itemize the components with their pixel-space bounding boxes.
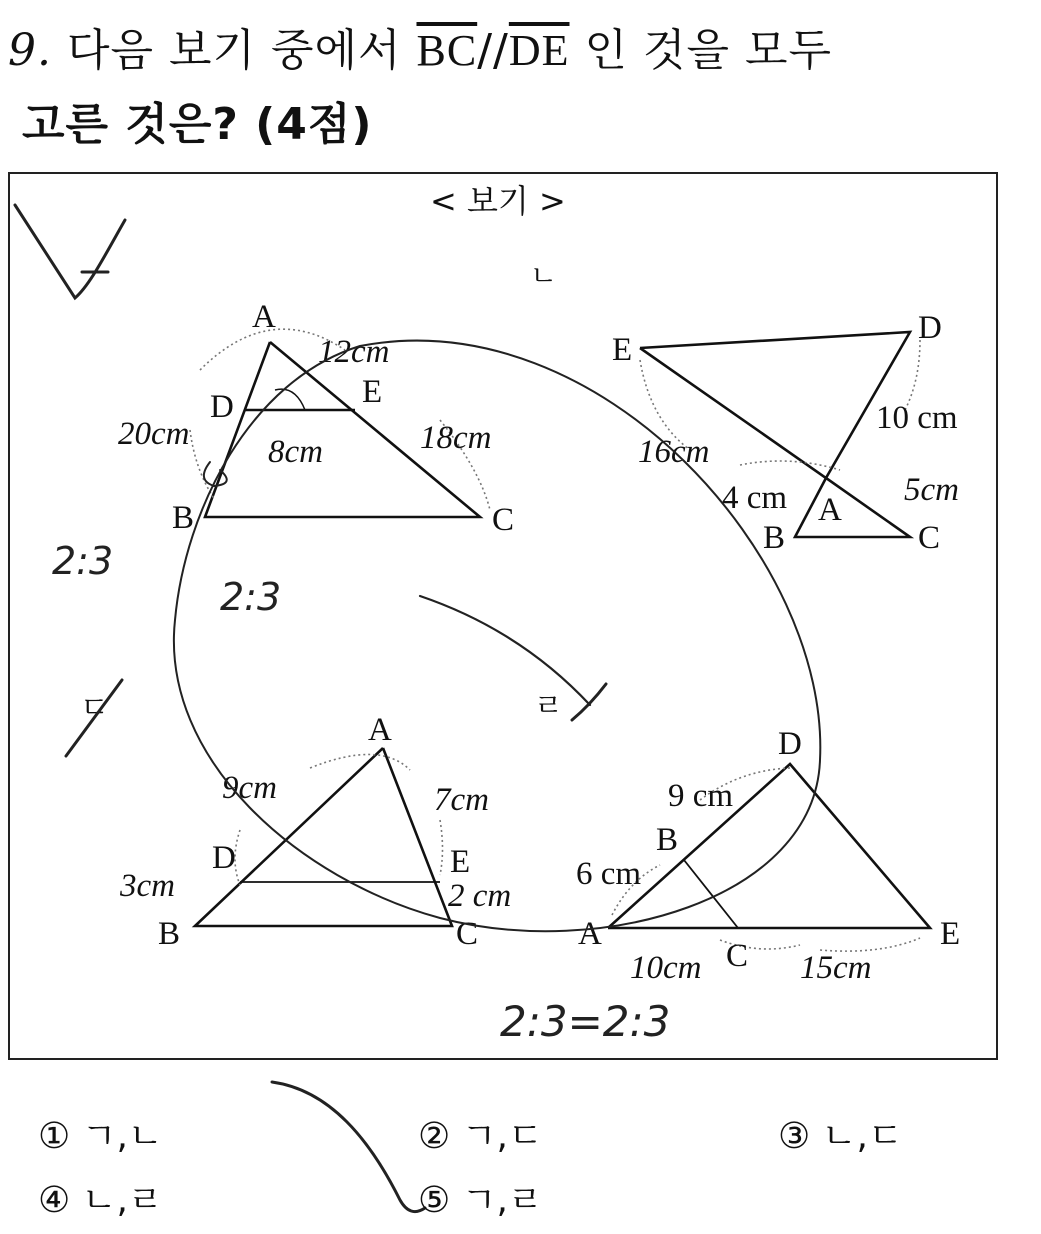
choice-5[interactable] xyxy=(418,1172,543,1223)
figure-n xyxy=(612,310,959,556)
d-label-b: B xyxy=(158,916,181,952)
g-label-d: D xyxy=(210,389,234,425)
r-label-d: D xyxy=(778,726,802,762)
choice-3[interactable] xyxy=(778,1108,903,1159)
figure-g xyxy=(118,299,514,538)
label-digeut: ㄷ xyxy=(80,691,109,726)
choice-1-text: ㄱ,ㄴ xyxy=(81,1116,163,1157)
g-length-ec: 18cm xyxy=(420,420,492,456)
question-number: 9. xyxy=(8,25,52,76)
choice-2[interactable] xyxy=(418,1108,543,1159)
choice-4-text: ㄴ,ㄹ xyxy=(81,1180,163,1221)
n-length-ad: 10 cm xyxy=(876,400,958,436)
g-length-ad: 12cm xyxy=(318,334,390,370)
n-label-a: A xyxy=(818,492,842,528)
label-nieun: ㄴ xyxy=(530,259,558,292)
r-length-ac: 10cm xyxy=(630,950,702,986)
g-length-de: 8cm xyxy=(268,434,323,470)
r-label-e: E xyxy=(940,916,961,952)
hand-swoosh xyxy=(272,1082,425,1212)
figure-r xyxy=(576,726,960,986)
g-label-b: B xyxy=(172,500,195,536)
r-length-bd: 9 cm xyxy=(668,778,734,814)
arc-d-1 xyxy=(310,754,410,770)
choice-1-number: ① xyxy=(38,1116,71,1157)
choice-1[interactable] xyxy=(38,1108,163,1159)
choice-2-number: ② xyxy=(418,1116,451,1157)
g-length-db: 20cm xyxy=(118,416,190,452)
n-label-e: E xyxy=(612,332,633,368)
choice-4[interactable] xyxy=(38,1172,163,1223)
hand-stroke xyxy=(420,596,590,705)
d-length-ae: 7cm xyxy=(434,782,489,818)
segment-bc-r xyxy=(684,860,738,928)
n-length-ab: 4 cm xyxy=(722,480,788,516)
segment-de: $\overline{DE}$ xyxy=(508,26,570,75)
r-label-a: A xyxy=(578,916,602,952)
r-length-ab: 6 cm xyxy=(576,856,642,892)
n-length-ac: 5cm xyxy=(904,472,959,508)
hand-check-r xyxy=(572,684,606,720)
n-label-d: D xyxy=(918,310,942,346)
question-text-after: 인 것을 모두 xyxy=(584,25,832,76)
choice-2-text: ㄱ,ㄷ xyxy=(461,1116,543,1157)
d-length-ec: 2 cm xyxy=(448,878,512,914)
arc-d-3 xyxy=(440,820,443,875)
arc-n-3 xyxy=(740,461,840,470)
label-rieul: ㄹ xyxy=(534,689,563,724)
r-length-ce: 15cm xyxy=(800,950,872,986)
choice-4-number: ④ xyxy=(38,1180,71,1221)
d-label-a: A xyxy=(368,712,392,748)
d-label-d: D xyxy=(212,840,236,876)
handwriting xyxy=(15,205,820,1212)
hand-ratio-2: 2:3 xyxy=(220,575,282,619)
figure-d xyxy=(119,712,511,952)
d-label-e: E xyxy=(450,844,471,880)
g-label-a: A xyxy=(252,299,276,335)
box-title: < 보기 > xyxy=(430,182,566,220)
hand-ellipse xyxy=(174,341,820,932)
question-line-2: 고른 것은? (4점) xyxy=(22,99,373,150)
r-label-c: C xyxy=(726,938,749,974)
hand-ratio-1: 2:3 xyxy=(52,539,114,583)
choice-5-number: ⑤ xyxy=(418,1180,451,1221)
hand-check-1 xyxy=(15,205,125,298)
n-length-ea: 16cm xyxy=(638,434,710,470)
d-length-ad: 9cm xyxy=(222,770,277,806)
d-length-db: 3cm xyxy=(120,868,175,904)
n-label-c: C xyxy=(918,520,941,556)
r-label-b: B xyxy=(656,822,679,858)
g-label-c: C xyxy=(492,502,515,538)
question-text-before: 다음 보기 중에서 xyxy=(66,25,402,76)
choice-3-number: ③ xyxy=(778,1116,811,1157)
d-label-c: C xyxy=(456,916,479,952)
segment-bc: $\overline{BC}$ xyxy=(416,26,478,75)
choice-5-text: ㄱ,ㄹ xyxy=(461,1180,543,1221)
hand-ratio-eq: 2:3=2:3 xyxy=(500,997,671,1046)
parallel-symbol: // xyxy=(477,25,509,76)
choice-3-text: ㄴ,ㄷ xyxy=(821,1116,903,1157)
n-label-b: B xyxy=(763,520,786,556)
g-label-e: E xyxy=(362,374,383,410)
